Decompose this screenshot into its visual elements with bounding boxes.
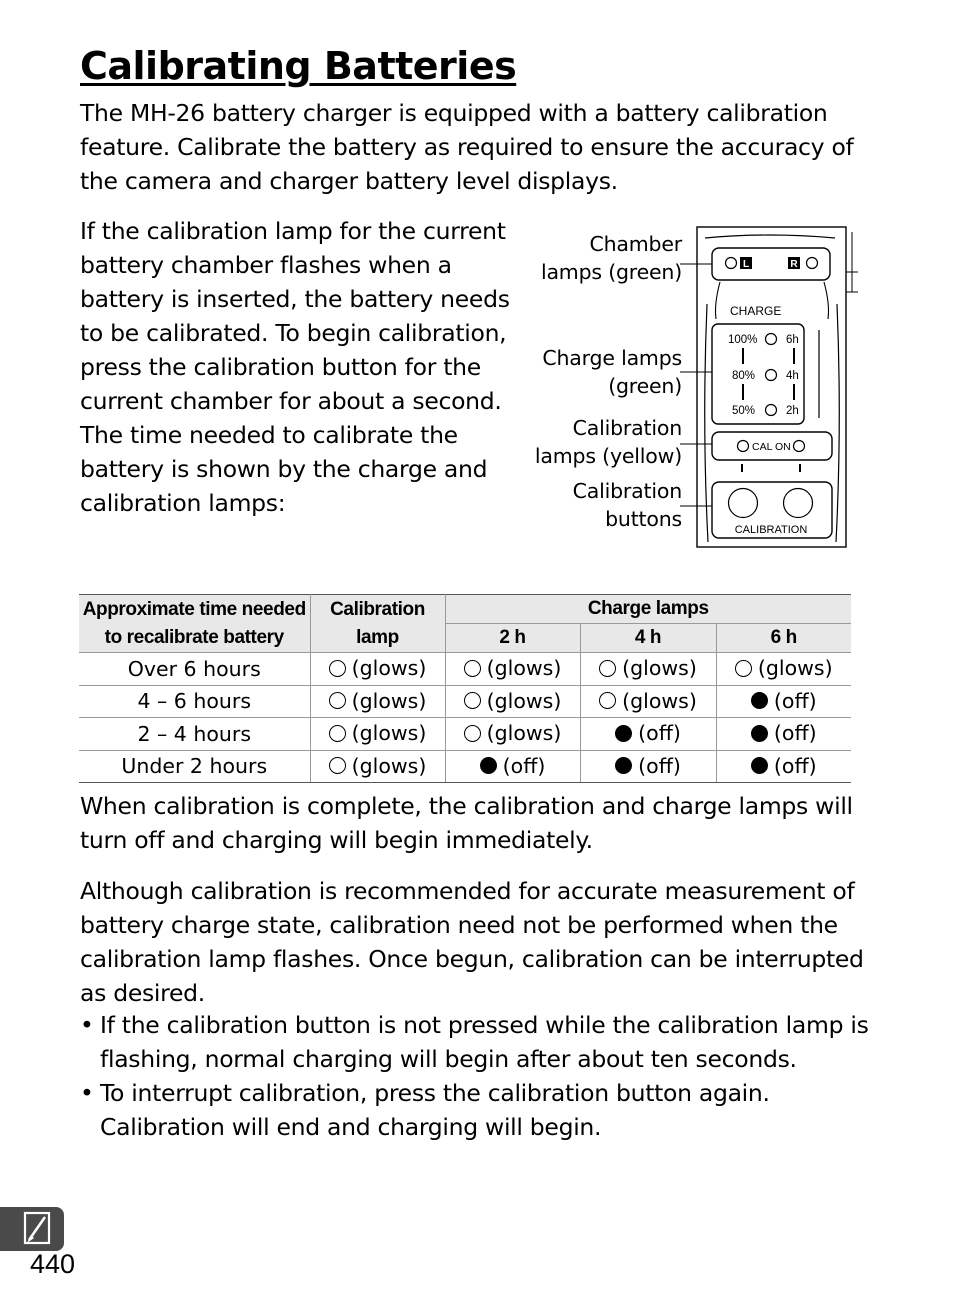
charger-illustration bbox=[530, 224, 860, 554]
callout-charge-line2: (green) bbox=[608, 374, 682, 398]
completion-paragraph: When calibration is complete, the calibration and charge lamps will turn off and charging will begin immediately. bbox=[80, 792, 853, 854]
label-on: ON bbox=[775, 441, 791, 453]
charger-right-curve bbox=[824, 282, 829, 319]
callout-chamber-line1: Chamber bbox=[589, 232, 682, 256]
list-item bbox=[80, 1008, 870, 1076]
lamp-state bbox=[615, 718, 681, 748]
lamp-off-icon bbox=[615, 725, 632, 742]
lamp-state-cell bbox=[580, 685, 716, 718]
calibration-button-right bbox=[784, 489, 813, 518]
callout-charge-line1: Charge lamps bbox=[542, 346, 682, 370]
lamp-off-icon bbox=[615, 757, 632, 774]
label-50-percent: 50% bbox=[732, 405, 756, 417]
lamp-state-cell bbox=[310, 653, 445, 686]
lamp-state-cell bbox=[310, 685, 445, 718]
lamp-state-label: (glows) bbox=[351, 753, 427, 778]
charger-right-edge bbox=[836, 304, 839, 542]
callout-cal-buttons-line1: Calibration bbox=[572, 479, 682, 503]
lamp-state-label: (glows) bbox=[486, 688, 562, 713]
table-row bbox=[79, 685, 851, 718]
calibration-lamp-right bbox=[794, 441, 805, 452]
list-item bbox=[80, 1076, 870, 1144]
lamp-state bbox=[751, 751, 817, 781]
lamp-state-label: (glows) bbox=[757, 656, 833, 680]
lamp-state-cell bbox=[445, 750, 580, 783]
header-6h: 6 h bbox=[716, 624, 851, 653]
header-time-needed: Approximate time needed to recalibrate battery bbox=[79, 595, 310, 653]
calibration-paragraph: If the calibration lamp for the current battery chamber flashes when a battery is inserted, the battery needs to be calibrated. To begin calibration, press the calibration button for the current chamber for about a second. The time needed to calibrate the battery is shown by the charge and calibration lamps: bbox=[80, 217, 510, 517]
notes-list bbox=[80, 1008, 870, 1144]
lamp-off-icon bbox=[751, 725, 768, 742]
label-80-percent: 80% bbox=[732, 370, 756, 382]
lamp-state-cell bbox=[716, 685, 851, 718]
intro-paragraph: The MH-26 battery charger is equipped with a battery calibration feature. Calibrate the battery as required to ensure the accuracy of the camera and charger battery level displays. bbox=[80, 99, 854, 195]
lamp-state-cell bbox=[445, 718, 580, 751]
notes-icon bbox=[0, 1207, 64, 1251]
lamp-state-cell bbox=[716, 750, 851, 783]
calibration-table-body bbox=[79, 653, 851, 783]
chamber-lamp-right bbox=[807, 258, 818, 269]
lamp-state-label: (off) bbox=[638, 753, 681, 778]
callout-cal-lamps-line1: Calibration bbox=[572, 416, 682, 440]
recommendation-paragraph: Although calibration is recommended for accurate measurement of battery charge state, calibration need not be performed when the calibration lamp flashes. Once begun, calibration can be interrupted as desired. bbox=[80, 877, 864, 1007]
header-2h: 2 h bbox=[445, 624, 580, 653]
lamp-glowing-icon bbox=[464, 725, 481, 742]
lamp-state-cell bbox=[580, 653, 716, 686]
lamp-state-label: (glows) bbox=[486, 656, 562, 680]
charge-lamp-2h bbox=[766, 405, 777, 416]
lamp-state bbox=[751, 686, 817, 716]
lamp-glowing-icon bbox=[735, 660, 752, 677]
bullet-text: If the calibration button is not pressed while the calibration lamp is flashing, normal charging will begin after about ten seconds. bbox=[100, 1011, 869, 1073]
lamp-state-label: (glows) bbox=[622, 688, 697, 713]
charger-top-curve bbox=[705, 235, 835, 238]
lamp-state-cell bbox=[445, 653, 580, 686]
table-row bbox=[79, 750, 851, 783]
bullet-marker: • bbox=[80, 1011, 94, 1039]
lamp-glowing-icon bbox=[329, 757, 346, 774]
lamp-state bbox=[480, 751, 546, 781]
lamp-state-label: (glows) bbox=[486, 721, 562, 745]
calibration-lamp-left bbox=[738, 441, 749, 452]
lamp-glowing-icon bbox=[599, 692, 616, 709]
calibration-time-table bbox=[79, 594, 851, 783]
lamp-state bbox=[751, 718, 817, 748]
lamp-state-cell bbox=[580, 750, 716, 783]
table-row bbox=[79, 718, 851, 751]
callout-chamber-line2: lamps (green) bbox=[540, 260, 682, 284]
lamp-state bbox=[329, 718, 427, 748]
lamp-off-icon bbox=[751, 757, 768, 774]
lamp-state bbox=[329, 751, 427, 781]
callout-cal-buttons-line2: buttons bbox=[605, 507, 682, 531]
time-cell: 4 – 6 hours bbox=[79, 685, 310, 718]
charger-diagram bbox=[530, 224, 860, 554]
lamp-state-cell bbox=[716, 718, 851, 751]
label-calibration: CALIBRATION bbox=[734, 524, 808, 536]
lamp-state-label: (off) bbox=[773, 721, 817, 745]
calibration-button-left bbox=[729, 489, 758, 518]
lamp-glowing-icon bbox=[599, 660, 616, 677]
charger-frame bbox=[697, 227, 846, 547]
lamp-state-cell bbox=[716, 653, 851, 686]
lamp-glowing-icon bbox=[464, 660, 481, 677]
lamp-state-label: (off) bbox=[773, 688, 817, 713]
charge-lamp-6h bbox=[766, 334, 777, 345]
label-2h: 2h bbox=[786, 405, 799, 417]
lamp-state bbox=[329, 653, 427, 683]
time-cell: 2 – 4 hours bbox=[79, 718, 310, 751]
lamp-state-label: (glows) bbox=[622, 656, 697, 680]
label-4h: 4h bbox=[786, 370, 799, 382]
section-tab bbox=[0, 1207, 64, 1251]
lamp-state-label: (glows) bbox=[351, 721, 427, 745]
page-number: 440 bbox=[30, 1249, 76, 1279]
lamp-state-cell bbox=[580, 718, 716, 751]
bullet-marker: • bbox=[80, 1079, 94, 1107]
bullet-text: To interrupt calibration, press the calibration button again. Calibration will end and charging will begin. bbox=[100, 1079, 770, 1141]
lamp-state-cell bbox=[310, 718, 445, 751]
lamp-state bbox=[464, 653, 562, 683]
charger-left-curve bbox=[716, 282, 721, 319]
lamp-state-cell bbox=[310, 750, 445, 783]
chamber-lamp-left bbox=[726, 258, 737, 269]
label-cal: CAL bbox=[752, 441, 773, 453]
lamp-glowing-icon bbox=[329, 660, 346, 677]
lamp-state-label: (glows) bbox=[351, 688, 427, 713]
lamp-glowing-icon bbox=[464, 692, 481, 709]
callout-cal-lamps-line2: lamps (yellow) bbox=[534, 444, 682, 468]
lamp-off-icon bbox=[480, 757, 497, 774]
header-calibration-lamp: Calibration lamp bbox=[310, 595, 445, 653]
table-row bbox=[79, 653, 851, 686]
lamp-glowing-icon bbox=[329, 725, 346, 742]
lamp-state bbox=[599, 653, 697, 683]
lamp-state-cell bbox=[445, 685, 580, 718]
lamp-state bbox=[615, 751, 681, 781]
label-6h: 6h bbox=[786, 334, 799, 346]
chamber-right-label: R bbox=[790, 259, 798, 270]
lamp-state bbox=[329, 686, 427, 716]
time-cell: Over 6 hours bbox=[79, 653, 310, 686]
header-4h: 4 h bbox=[580, 624, 716, 653]
lamp-state-label: (glows) bbox=[351, 656, 427, 680]
lamp-state bbox=[735, 653, 833, 683]
header-charge-lamps: Charge lamps bbox=[445, 595, 851, 624]
lamp-state bbox=[599, 686, 697, 716]
charge-label: CHARGE bbox=[730, 304, 782, 318]
label-100-percent: 100% bbox=[728, 334, 758, 346]
lamp-state-label: (off) bbox=[638, 721, 681, 745]
charge-lamp-4h bbox=[766, 370, 777, 381]
lamp-off-icon bbox=[751, 692, 768, 709]
lamp-state bbox=[464, 718, 562, 748]
lamp-state-label: (off) bbox=[773, 753, 817, 778]
lamp-glowing-icon bbox=[329, 692, 346, 709]
page-title: Calibrating Batteries bbox=[80, 44, 517, 88]
time-cell: Under 2 hours bbox=[79, 750, 310, 783]
lamp-state bbox=[464, 686, 562, 716]
lamp-state-label: (off) bbox=[502, 753, 546, 778]
chamber-left-label: L bbox=[742, 259, 750, 270]
